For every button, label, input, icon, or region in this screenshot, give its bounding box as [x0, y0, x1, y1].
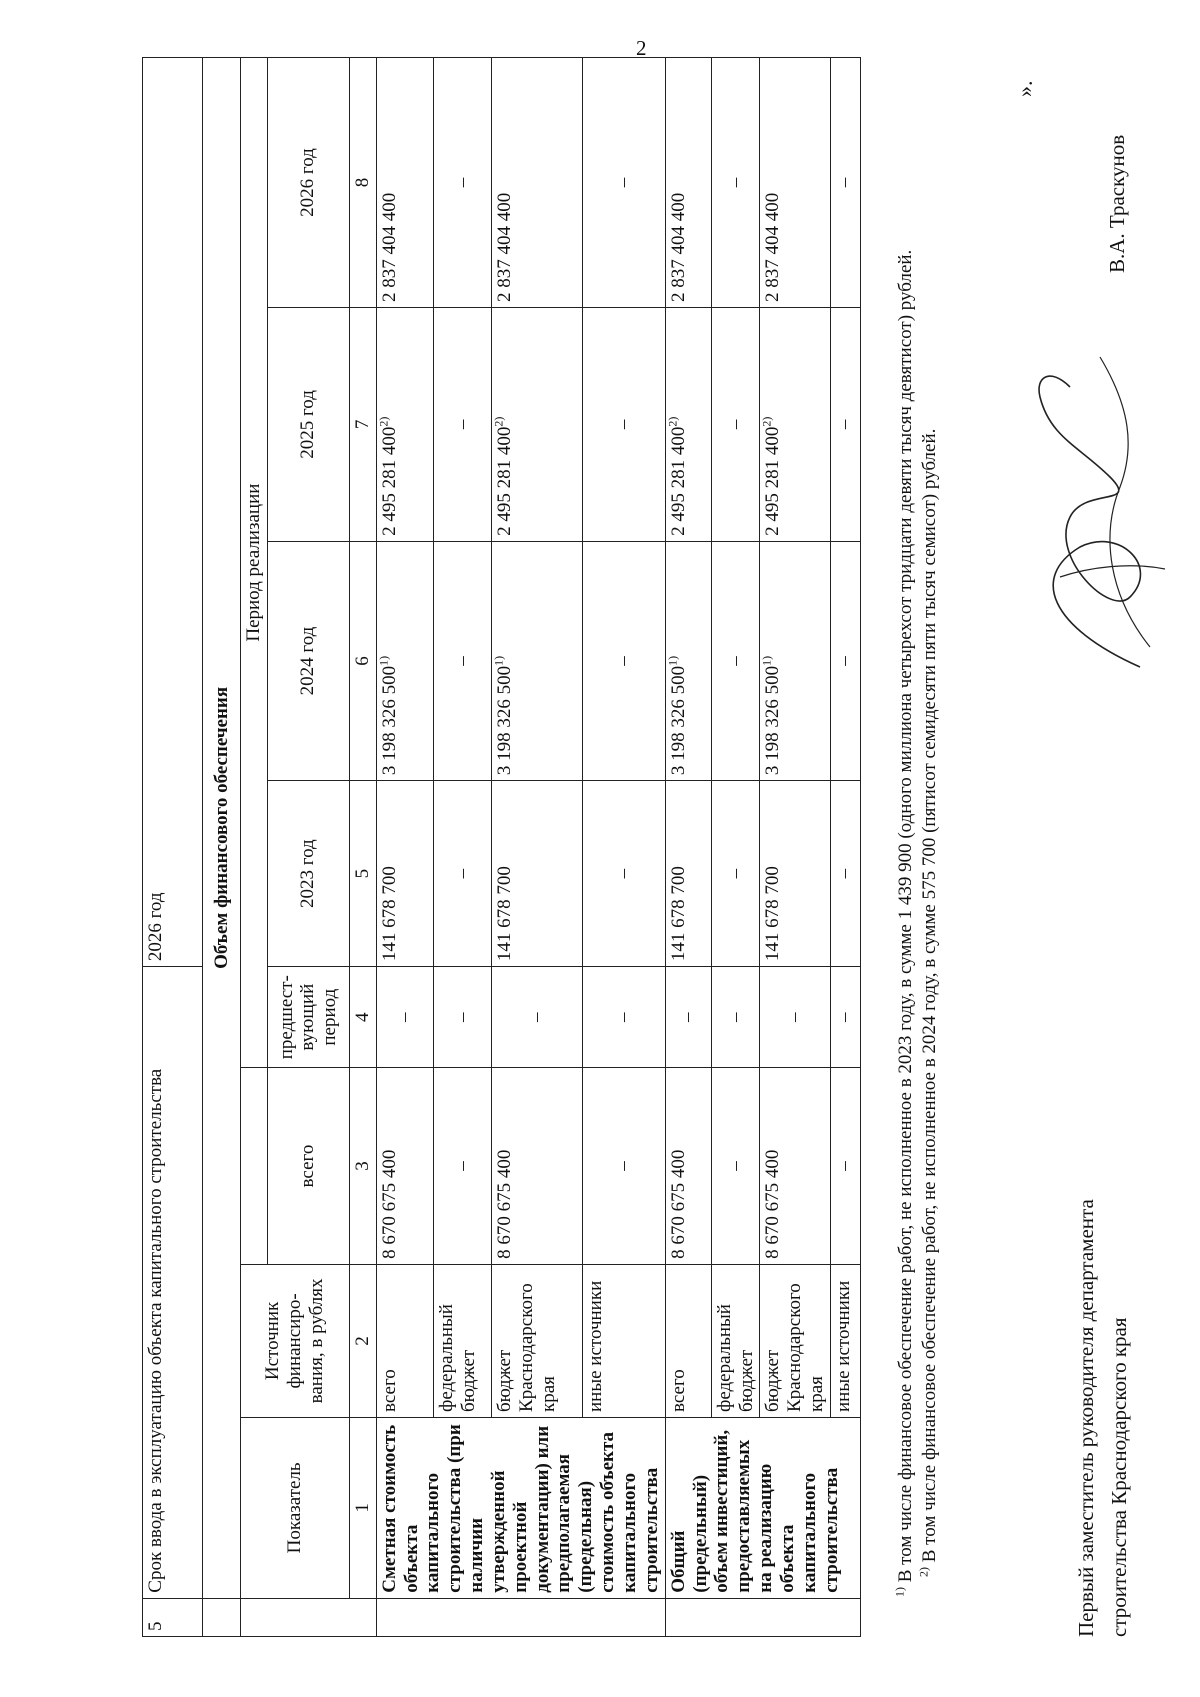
header-source: Источник финансиро-вания, в рублях — [241, 1264, 350, 1417]
header-previous: предшест-вующий период — [267, 967, 349, 1068]
table-row — [376, 58, 434, 1637]
value: 2 495 281 400 — [667, 426, 689, 536]
value: 3 198 326 500 — [378, 665, 400, 776]
footnote-text: В том числе финансовое обеспечение работ, не исполненное в 2024 году, в сумме 575 700 (пятисот семидесяти пяти тысяч семисот) рублей. — [918, 428, 940, 1563]
signatory-title-line: Первый заместитель руководителя департамента — [1074, 1199, 1098, 1637]
year-2024-cell — [665, 541, 711, 780]
handwritten-signature — [990, 347, 1190, 687]
value: 2 495 281 400 — [762, 426, 784, 536]
finance-title: Объем финансового обеспечения — [203, 58, 241, 1599]
year-2023-cell: 141 678 700 — [492, 781, 583, 967]
finance-table — [142, 57, 861, 1637]
footnote-mark: 2) — [916, 1567, 931, 1577]
footnote-mark: 2) — [376, 416, 391, 427]
col-number: 6 — [349, 541, 376, 780]
year-2026-cell: – — [583, 58, 665, 308]
header-2026: 2026 год — [267, 58, 349, 308]
year-2024-cell: – — [583, 541, 665, 780]
previous-cell: – — [665, 967, 711, 1068]
year-2023-cell: – — [830, 781, 860, 967]
page-number: 2 — [636, 36, 647, 60]
header-indicator: Показатель — [241, 1417, 350, 1598]
table-row — [583, 58, 665, 1637]
value: 3 198 326 500 — [494, 665, 516, 776]
source-cell: иные источники — [830, 1264, 860, 1417]
year-2025-cell — [492, 307, 583, 541]
previous-cell: – — [830, 967, 860, 1068]
table-row — [492, 58, 583, 1637]
table-row — [711, 58, 760, 1637]
footnotes — [894, 57, 942, 1637]
footnote-mark: 1) — [892, 1587, 907, 1597]
year-2024-cell — [492, 541, 583, 780]
year-2024-cell: – — [711, 541, 760, 780]
previous-cell: – — [583, 967, 665, 1068]
year-2024-cell: – — [830, 541, 860, 780]
footnote-mark: 1) — [491, 655, 506, 666]
header-2024: 2024 год — [267, 541, 349, 780]
col-number: 7 — [349, 307, 376, 541]
year-2023-cell: – — [583, 781, 665, 967]
table-row — [760, 58, 831, 1637]
year-2023-cell: 141 678 700 — [760, 781, 831, 967]
footnote-mark: 1) — [665, 655, 680, 666]
year-2024-cell — [760, 541, 831, 780]
total-cell: 8 670 675 400 — [665, 1068, 711, 1265]
col-number: 1 — [349, 1417, 376, 1598]
year-2026-cell: 2 837 404 400 — [760, 58, 831, 308]
total-cell: – — [830, 1068, 860, 1265]
previous-cell: – — [492, 967, 583, 1068]
total-cell: – — [711, 1068, 760, 1265]
total-cell: – — [434, 1068, 492, 1265]
previous-cell: – — [434, 967, 492, 1068]
year-2025-cell: – — [434, 307, 492, 541]
total-cell: – — [583, 1068, 665, 1265]
year-2023-cell: 141 678 700 — [376, 781, 434, 967]
year-2026-cell: – — [830, 58, 860, 308]
row-5 — [143, 58, 203, 1637]
year-2025-cell — [760, 307, 831, 541]
commissioning-value: 2026 год — [143, 58, 203, 967]
year-2025-cell: – — [711, 307, 760, 541]
year-2024-cell: – — [434, 541, 492, 780]
table-row — [434, 58, 492, 1637]
source-cell: бюджет Краснодарского края — [760, 1264, 831, 1417]
footnote-mark: 2) — [665, 416, 680, 427]
col-number: 8 — [349, 58, 376, 308]
row-number: 5 — [143, 1598, 203, 1636]
header-2025: 2025 год — [267, 307, 349, 541]
signatory-title-line: строительства Краснодарского края — [1106, 1317, 1131, 1637]
year-2026-cell: 2 837 404 400 — [492, 58, 583, 308]
year-2026-cell: – — [434, 58, 492, 308]
total-cell: 8 670 675 400 — [376, 1068, 434, 1265]
col-number: 4 — [349, 967, 376, 1068]
table-row — [830, 58, 860, 1637]
source-cell: бюджет Краснодарского края — [492, 1264, 583, 1417]
footnote-mark: 2) — [760, 416, 775, 427]
year-2023-cell: 141 678 700 — [665, 781, 711, 967]
previous-cell: – — [376, 967, 434, 1068]
footnote-mark: 1) — [760, 655, 775, 666]
table-row — [665, 58, 711, 1637]
year-2023-cell: – — [434, 781, 492, 967]
year-2025-cell — [376, 307, 434, 541]
value: 2 495 281 400 — [494, 426, 516, 536]
value: 3 198 326 500 — [762, 665, 784, 776]
closing-quote: ». — [1012, 80, 1037, 97]
header-2023: 2023 год — [267, 781, 349, 967]
previous-cell: – — [760, 967, 831, 1068]
previous-cell: – — [711, 967, 760, 1068]
col-number: 3 — [349, 1068, 376, 1265]
value: 3 198 326 500 — [667, 665, 689, 776]
footnote-text: В том числе финансовое обеспечение работ, не исполненное в 2023 году, в сумме 1 439 900 (одного миллиона четырехсот тридцати девяти тысяч девятисот) рублей. — [895, 249, 916, 1583]
year-2026-cell: – — [711, 58, 760, 308]
header-period: Период реализации — [241, 58, 268, 1068]
year-2023-cell: – — [711, 781, 760, 967]
source-cell: федеральный бюджет — [711, 1264, 760, 1417]
total-cell: 8 670 675 400 — [492, 1068, 583, 1265]
footnote-2 — [918, 57, 942, 1637]
commissioning-label: Срок ввода в эксплуатацию объекта капитального строительства — [143, 967, 203, 1599]
source-cell: всего — [665, 1264, 711, 1417]
col-number: 2 — [349, 1264, 376, 1417]
total-cell: 8 670 675 400 — [760, 1068, 831, 1265]
indicator-estimated-cost: Сметная стоимость объекта капитального строительства (при наличии утвержденной проектной документации) или предполагаемая (предельная) стоимость объекта капитального строительства — [376, 1417, 665, 1598]
year-2025-cell: – — [830, 307, 860, 541]
year-2025-cell: – — [583, 307, 665, 541]
year-2024-cell — [376, 541, 434, 780]
signatory-name: В.А. Траскунов — [1105, 134, 1129, 273]
value: 2 495 281 400 — [378, 426, 400, 536]
footnote-mark: 2) — [491, 416, 506, 427]
signatory-title — [1070, 1199, 1135, 1637]
source-cell: иные источники — [583, 1264, 665, 1417]
footnote-mark: 1) — [376, 655, 391, 666]
footnote-1 — [894, 57, 918, 1637]
col-number: 5 — [349, 781, 376, 967]
source-cell: всего — [376, 1264, 434, 1417]
indicator-total-investment: Общий (предельный) объем инвестиций, предоставляемых на реализацию объекта капитального строительства — [665, 1417, 860, 1598]
year-2025-cell — [665, 307, 711, 541]
year-2026-cell: 2 837 404 400 — [665, 58, 711, 308]
year-2026-cell: 2 837 404 400 — [376, 58, 434, 308]
source-cell: федеральный бюджет — [434, 1264, 492, 1417]
header-total: всего — [267, 1068, 349, 1265]
